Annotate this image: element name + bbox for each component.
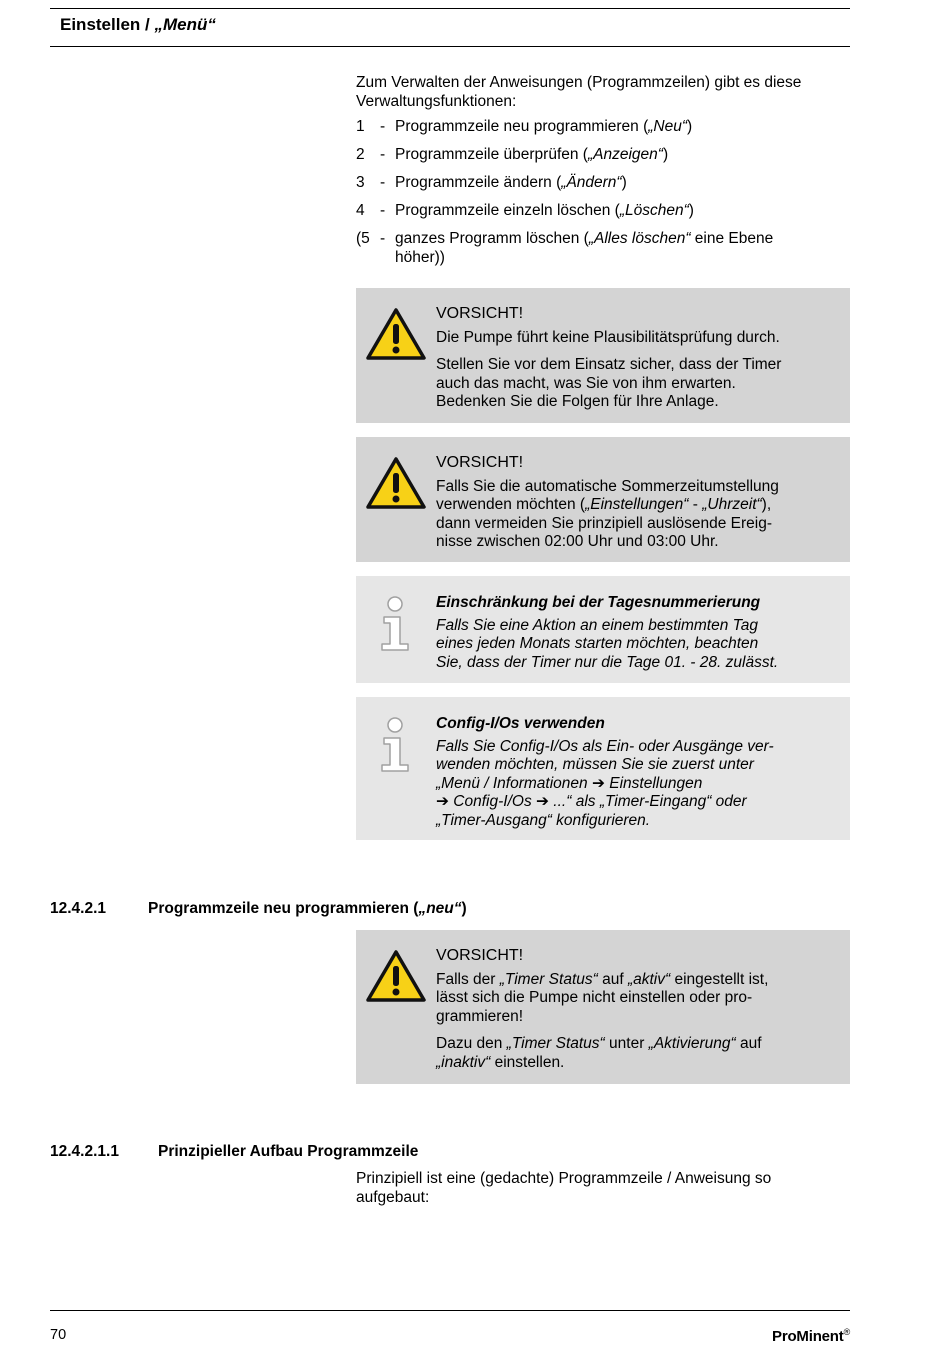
caution-box-1	[356, 288, 850, 423]
section-number: 12.4.2.1.1	[50, 1143, 119, 1160]
section-title: Programmzeile neu programmieren („neu“)	[148, 900, 467, 917]
header-bottom-rule	[50, 46, 850, 47]
warning-icon	[365, 307, 427, 366]
info-heading: Einschränkung bei der Tagesnummerierung	[436, 594, 761, 611]
item-number: 1	[356, 118, 365, 135]
info-text: ➔ Config-I/Os ➔ ...“ als „Timer-Eingang“ oder	[436, 793, 747, 810]
info-icon	[378, 595, 412, 656]
caution-text: Falls Sie die automatische Sommerzeitumstellung	[436, 477, 779, 495]
info-heading: Config-I/Os verwenden	[436, 715, 605, 732]
function-list-item	[356, 118, 850, 137]
section-number: 12.4.2.1	[50, 900, 107, 917]
info-text: Falls Sie Config-I/Os als Ein- oder Ausgänge ver-	[436, 737, 774, 755]
page-number: 70	[50, 1327, 67, 1343]
info-icon	[378, 716, 412, 777]
arrow-icon: ➔	[536, 793, 549, 810]
info-text: eines jeden Monats starten möchten, beachten	[436, 635, 759, 652]
info-text: wenden möchten, müssen Sie sie zuerst unter	[436, 756, 754, 773]
footer-rule	[50, 1310, 850, 1311]
function-list-item	[356, 230, 850, 267]
intro-text: Zum Verwalten der Anweisungen (Programmzeilen) gibt es diese Verwaltungsfunktionen:	[356, 74, 802, 110]
function-list-item	[356, 174, 850, 193]
caution-box-2	[356, 437, 850, 562]
function-list-item	[356, 202, 850, 221]
info-text: Sie, dass der Timer nur die Tage 01. - 28. zulässt.	[436, 653, 779, 671]
function-list	[356, 118, 850, 277]
caution-text: Falls der „Timer Status“ auf „aktiv“ eingestellt ist,	[436, 970, 769, 988]
warning-icon	[365, 949, 427, 1008]
item-text: Programmzeile überprüfen („Anzeigen“)	[395, 146, 669, 164]
page-title: Einstellen / „Menü“	[60, 15, 216, 34]
info-text: „Timer-Ausgang“ konfigurieren.	[436, 811, 651, 829]
caution-text: nisse zwischen 02:00 Uhr und 03:00 Uhr.	[436, 533, 719, 550]
arrow-icon: ➔	[591, 774, 605, 792]
item-dash: -	[380, 146, 386, 164]
item-text: Programmzeile ändern („Ändern“)	[395, 174, 627, 192]
info-box-1	[356, 576, 850, 683]
caution-heading: VORSICHT!	[436, 454, 524, 471]
caution-text: Dazu den „Timer Status“ unter „Aktivierung“ auf	[436, 1035, 762, 1052]
item-number: 4	[356, 202, 365, 220]
info-text: „Menü / Informationen ➔ Einstellungen	[436, 774, 703, 792]
caution-text: lässt sich die Pumpe nicht einstellen oder pro-	[436, 989, 753, 1006]
caution-text: auch das macht, was Sie von ihm erwarten.	[436, 374, 736, 392]
caution-heading: VORSICHT!	[436, 947, 524, 964]
section-title: Prinzipieller Aufbau Programmzeile	[158, 1143, 419, 1160]
info-box-2	[356, 697, 850, 840]
caution-text: Bedenken Sie die Folgen für Ihre Anlage.	[436, 393, 719, 410]
item-number: 3	[356, 174, 365, 192]
brand-logo: ProMinent®	[772, 1327, 850, 1345]
caution-text: Stellen Sie vor dem Einsatz sicher, dass der Timer	[436, 356, 782, 373]
item-number: (5	[356, 230, 370, 248]
info-text: Falls Sie eine Aktion an einem bestimmten Tag	[436, 616, 758, 634]
item-dash: -	[380, 118, 386, 135]
caution-text: „inaktiv“ einstellen.	[436, 1053, 565, 1071]
warning-icon	[365, 456, 427, 515]
caution-text: grammieren!	[436, 1007, 523, 1025]
item-text: ganzes Programm löschen („Alles löschen“ eine Ebene höher))	[395, 230, 774, 266]
item-dash: -	[380, 202, 386, 220]
caution-text: dann vermeiden Sie prinzipiell auslösende Ereig-	[436, 514, 773, 532]
item-dash: -	[380, 174, 386, 192]
caution-box-3	[356, 930, 850, 1084]
arrow-icon: ➔	[436, 793, 449, 810]
item-dash: -	[380, 230, 386, 248]
function-list-item	[356, 146, 850, 165]
caution-text: verwenden möchten („Einstellungen“ - „Uhrzeit“),	[436, 496, 772, 513]
caution-heading: VORSICHT!	[436, 305, 524, 322]
caution-text: Die Pumpe führt keine Plausibilitätsprüfung durch.	[436, 328, 780, 346]
header-top-rule	[50, 8, 850, 9]
section-text: Prinzipiell ist eine (gedachte) Programmzeile / Anweisung so aufgebaut:	[356, 1170, 772, 1206]
item-text: Programmzeile neu programmieren („Neu“)	[395, 118, 693, 135]
item-number: 2	[356, 146, 365, 164]
item-text: Programmzeile einzeln löschen („Löschen“)	[395, 202, 694, 220]
